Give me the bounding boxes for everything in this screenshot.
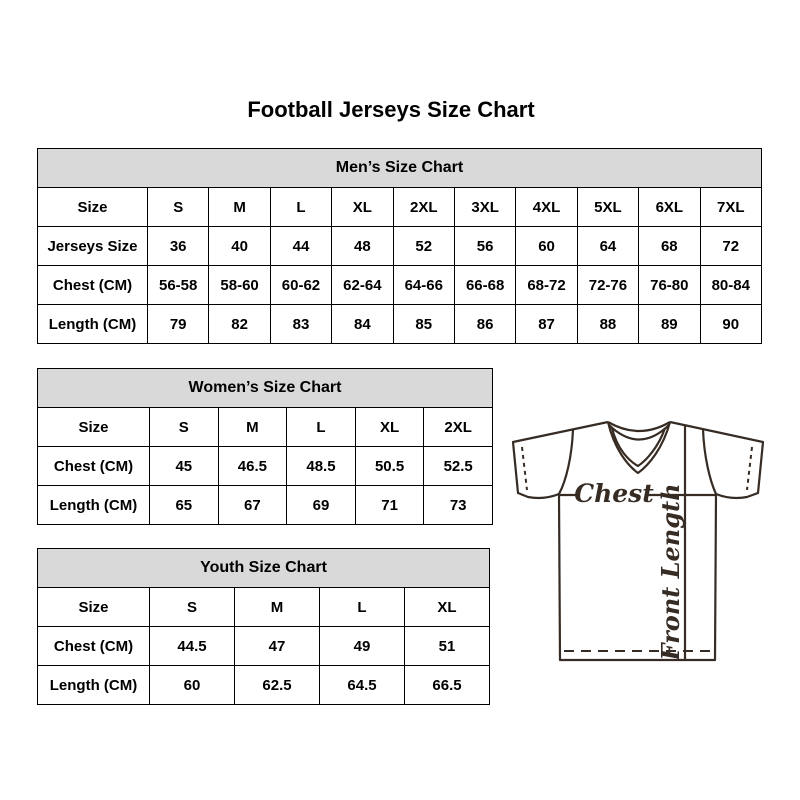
- value-cell: 36: [148, 227, 209, 266]
- row-label: Size: [38, 408, 150, 447]
- value-cell: 2XL: [424, 408, 493, 447]
- table-title: Women’s Size Chart: [38, 369, 493, 408]
- value-cell: 7XL: [700, 188, 761, 227]
- value-cell: 52: [393, 227, 454, 266]
- collar-back-curve-outer: [608, 422, 670, 431]
- table-row: [38, 227, 762, 266]
- value-cell: 60: [150, 666, 235, 705]
- value-cell: 66-68: [454, 266, 515, 305]
- table-row: [38, 188, 762, 227]
- value-cell: 73: [424, 486, 493, 525]
- value-cell: 89: [639, 305, 700, 344]
- value-cell: 5XL: [577, 188, 638, 227]
- value-cell: 51: [405, 627, 490, 666]
- value-cell: 50.5: [355, 447, 424, 486]
- value-cell: 48.5: [287, 447, 356, 486]
- value-cell: 2XL: [393, 188, 454, 227]
- value-cell: 64-66: [393, 266, 454, 305]
- value-cell: 82: [209, 305, 270, 344]
- value-cell: 47: [235, 627, 320, 666]
- value-cell: 68-72: [516, 266, 577, 305]
- value-cell: 68: [639, 227, 700, 266]
- value-cell: XL: [332, 188, 393, 227]
- value-cell: 60: [516, 227, 577, 266]
- table-row: [38, 588, 490, 627]
- value-cell: 80-84: [700, 266, 761, 305]
- row-label: Length (CM): [38, 486, 150, 525]
- value-cell: S: [148, 188, 209, 227]
- table-row: [38, 666, 490, 705]
- value-cell: 6XL: [639, 188, 700, 227]
- cuff-dashed-line-left: [522, 447, 527, 490]
- value-cell: 4XL: [516, 188, 577, 227]
- value-cell: 66.5: [405, 666, 490, 705]
- value-cell: 44: [270, 227, 331, 266]
- row-label: Chest (CM): [38, 447, 150, 486]
- value-cell: L: [287, 408, 356, 447]
- value-cell: M: [218, 408, 287, 447]
- value-cell: 87: [516, 305, 577, 344]
- value-cell: 72-76: [577, 266, 638, 305]
- row-label: Chest (CM): [38, 266, 148, 305]
- table-row: [38, 627, 490, 666]
- table-row: [38, 408, 493, 447]
- jersey-outline: [513, 422, 763, 660]
- value-cell: 85: [393, 305, 454, 344]
- value-cell: 48: [332, 227, 393, 266]
- row-label: Size: [38, 588, 150, 627]
- value-cell: 46.5: [218, 447, 287, 486]
- value-cell: S: [150, 408, 219, 447]
- value-cell: 62.5: [235, 666, 320, 705]
- sleeve-seam-right: [703, 429, 716, 494]
- row-label: Size: [38, 188, 148, 227]
- table-row: [38, 266, 762, 305]
- value-cell: L: [320, 588, 405, 627]
- value-cell: 64.5: [320, 666, 405, 705]
- value-cell: 60-62: [270, 266, 331, 305]
- value-cell: 86: [454, 305, 515, 344]
- value-cell: 49: [320, 627, 405, 666]
- value-cell: XL: [355, 408, 424, 447]
- mens-size-chart-table: [37, 148, 762, 344]
- value-cell: 45: [150, 447, 219, 486]
- table-header-row: [38, 369, 493, 408]
- table-title: Youth Size Chart: [38, 549, 490, 588]
- value-cell: S: [150, 588, 235, 627]
- value-cell: XL: [405, 588, 490, 627]
- value-cell: 62-64: [332, 266, 393, 305]
- value-cell: 79: [148, 305, 209, 344]
- value-cell: 67: [218, 486, 287, 525]
- table-title: Men’s Size Chart: [38, 149, 762, 188]
- sleeve-seam-left: [559, 429, 573, 494]
- value-cell: 90: [700, 305, 761, 344]
- womens-size-chart-table: [37, 368, 493, 525]
- table-header-row: [38, 549, 490, 588]
- value-cell: L: [270, 188, 331, 227]
- value-cell: M: [209, 188, 270, 227]
- table-header-row: [38, 149, 762, 188]
- table-row: [38, 305, 762, 344]
- value-cell: 65: [150, 486, 219, 525]
- row-label: Length (CM): [38, 666, 150, 705]
- value-cell: 40: [209, 227, 270, 266]
- value-cell: M: [235, 588, 320, 627]
- row-label: Jerseys Size: [38, 227, 148, 266]
- value-cell: 58-60: [209, 266, 270, 305]
- cuff-dashed-line-right: [747, 447, 752, 490]
- jersey-diagram-svg: [498, 395, 778, 680]
- value-cell: 83: [270, 305, 331, 344]
- row-label: Chest (CM): [38, 627, 150, 666]
- value-cell: 64: [577, 227, 638, 266]
- value-cell: 88: [577, 305, 638, 344]
- value-cell: 44.5: [150, 627, 235, 666]
- table-row: [38, 486, 493, 525]
- value-cell: 69: [287, 486, 356, 525]
- value-cell: 56: [454, 227, 515, 266]
- value-cell: 71: [355, 486, 424, 525]
- value-cell: 56-58: [148, 266, 209, 305]
- youth-size-chart-table: [37, 548, 490, 705]
- value-cell: 84: [332, 305, 393, 344]
- value-cell: 3XL: [454, 188, 515, 227]
- page-title: Football Jerseys Size Chart: [247, 97, 535, 122]
- value-cell: 72: [700, 227, 761, 266]
- front-length-label: Front Length: [656, 483, 685, 661]
- value-cell: 52.5: [424, 447, 493, 486]
- jersey-measurement-diagram: [498, 395, 778, 680]
- chest-label: Chest: [574, 479, 654, 508]
- value-cell: 76-80: [639, 266, 700, 305]
- row-label: Length (CM): [38, 305, 148, 344]
- table-row: [38, 447, 493, 486]
